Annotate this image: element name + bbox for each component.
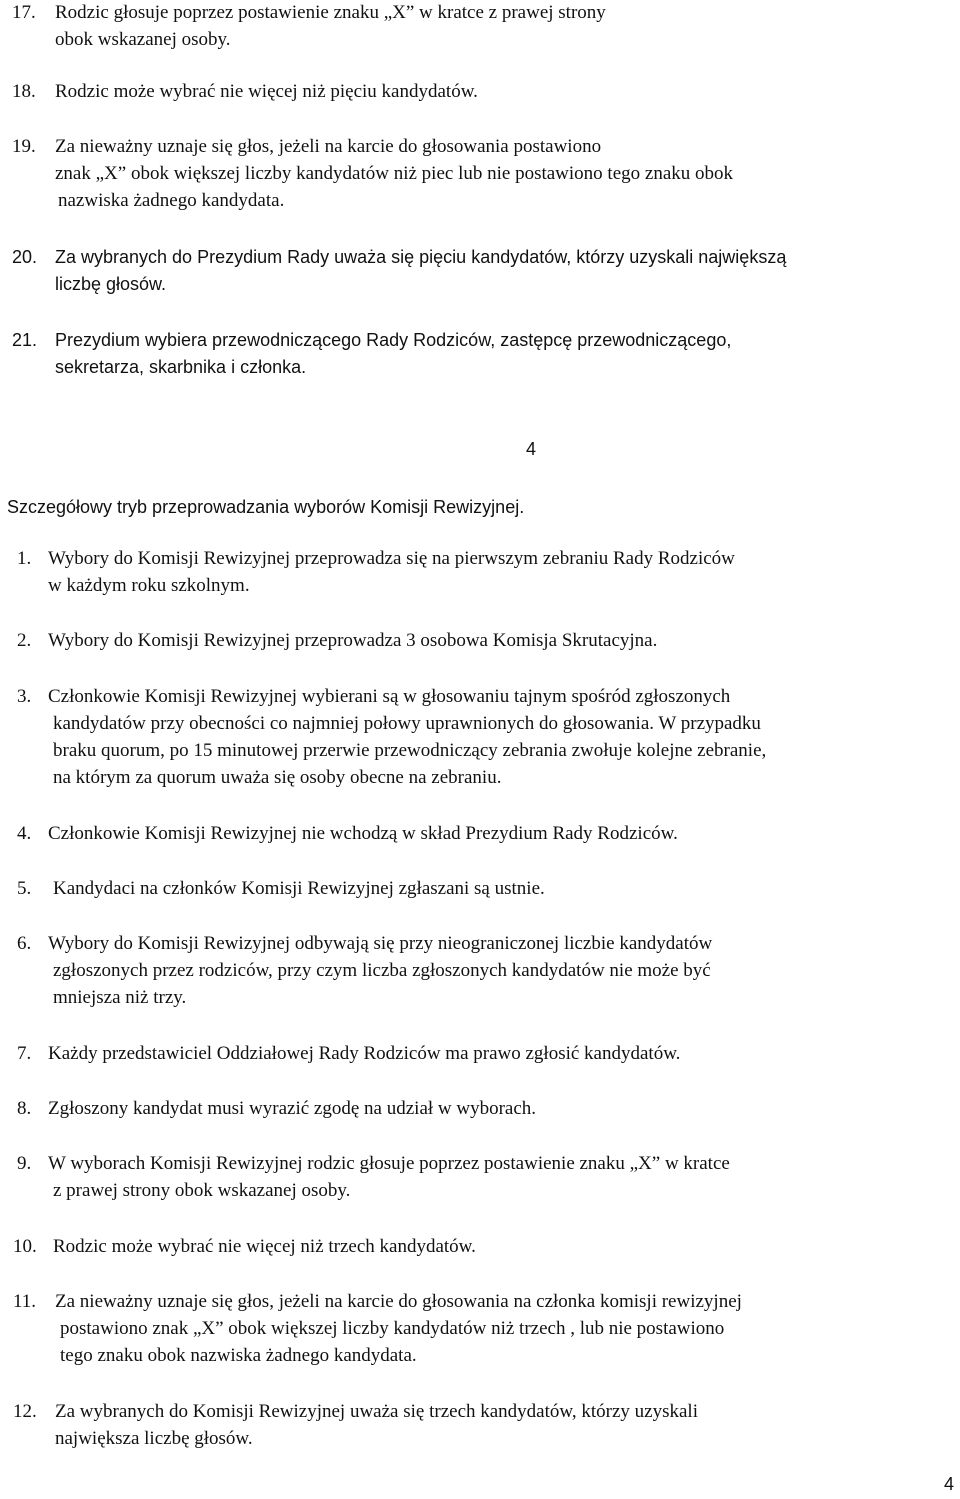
list-item-number: 21.: [12, 330, 38, 350]
list-item-number: 3.: [17, 686, 32, 707]
list-item-text: największa liczbę głosów.: [55, 1428, 253, 1449]
list-item-number: 4.: [17, 823, 32, 844]
list-item-number: 5.: [17, 878, 32, 899]
list-item-number: 8.: [17, 1098, 32, 1119]
list-item-text: mniejsza niż trzy.: [53, 987, 187, 1008]
list-item-text: W wyborach Komisji Rewizyjnej rodzic głosuje poprzez postawienie znaku „X” w kratce: [48, 1153, 730, 1174]
list-item-text: Wybory do Komisji Rewizyjnej przeprowadza się na pierwszym zebraniu Rady Rodziców: [48, 548, 735, 569]
list-item-text: Każdy przedstawiciel Oddziałowej Rady Rodziców ma prawo zgłosić kandydatów.: [48, 1043, 681, 1064]
list-item-text: Rodzic może wybrać nie więcej niż pięciu kandydatów.: [55, 81, 478, 102]
list-item-text: nazwiska żadnego kandydata.: [58, 190, 285, 211]
list-item-text: liczbę głosów.: [55, 274, 167, 294]
list-item-text: obok wskazanej osoby.: [55, 29, 231, 50]
list-item-number: 2.: [17, 630, 32, 651]
list-item-text: Rodzic może wybrać nie więcej niż trzech kandydatów.: [53, 1236, 476, 1257]
list-item-number: 6.: [17, 933, 32, 954]
list-item-text: na którym za quorum uważa się osoby obecne na zebraniu.: [53, 767, 502, 788]
section-heading: Szczegółowy tryb przeprowadzania wyborów Komisji Rewizyjnej.: [7, 497, 525, 517]
list-item-text: zgłoszonych przez rodziców, przy czym liczba zgłoszonych kandydatów nie może być: [53, 960, 711, 981]
list-item-number: 7.: [17, 1043, 32, 1064]
list-item: [12, 0, 36, 26]
list-item-number: 1.: [17, 548, 32, 569]
list-item-number: 20.: [12, 247, 38, 267]
list-item-number: 18.: [12, 81, 36, 102]
list-item-text: Zgłoszony kandydat musi wyrazić zgodę na udział w wyborach.: [48, 1098, 537, 1119]
page-number: 4: [944, 1474, 955, 1494]
list-item-text: sekretarza, skarbnika i członka.: [55, 357, 307, 377]
list-item-text: Członkowie Komisji Rewizyjnej wybierani są w głosowaniu tajnym spośród zgłoszonych: [48, 686, 731, 707]
list-item-text: postawiono znak „X” obok większej liczby kandydatów niż trzech , lub nie postawiono: [60, 1318, 725, 1339]
list-item-text: Kandydaci na członków Komisji Rewizyjnej zgłaszani są ustnie.: [53, 878, 545, 899]
list-item-text: znak „X” obok większej liczby kandydatów niż piec lub nie postawiono tego znaku obok: [55, 163, 733, 184]
list-item-number: 17.: [12, 2, 36, 23]
section-marker: 4: [526, 439, 537, 459]
list-item-text: Za wybranych do Prezydium Rady uważa się pięciu kandydatów, którzy uzyskali największą: [55, 247, 787, 267]
list-item-number: 19.: [12, 136, 36, 157]
list-item-text: Za nieważny uznaje się głos, jeżeli na karcie do głosowania postawiono: [55, 136, 602, 157]
list-item-text: Za wybranych do Komisji Rewizyjnej uważa się trzech kandydatów, którzy uzyskali: [55, 1401, 698, 1422]
list-item-number: 9.: [17, 1153, 32, 1174]
list-item-text: kandydatów przy obecności co najmniej połowy uprawnionych do głosowania. W przypadku: [53, 713, 761, 734]
list-item-text: tego znaku obok nazwiska żadnego kandydata.: [60, 1345, 417, 1366]
list-item-text: z prawej strony obok wskazanej osoby.: [53, 1180, 351, 1201]
list-item-text: w każdym roku szkolnym.: [48, 575, 250, 596]
list-item-text: Za nieważny uznaje się głos, jeżeli na karcie do głosowania na członka komisji rewizyjnej: [55, 1291, 742, 1312]
list-item-text: Prezydium wybiera przewodniczącego Rady Rodziców, zastępcę przewodniczącego,: [55, 330, 732, 350]
list-item-text: Wybory do Komisji Rewizyjnej odbywają się przy nieograniczonej liczbie kandydatów: [48, 933, 713, 954]
list-item-number: 11.: [13, 1291, 37, 1312]
list-item-text: braku quorum, po 15 minutowej przerwie przewodniczący zebrania zwołuje kolejne zebranie,: [53, 740, 767, 761]
list-item-number: 12.: [13, 1401, 37, 1422]
list-item-text: Rodzic głosuje poprzez postawienie znaku „X” w kratce z prawej strony: [55, 2, 606, 23]
list-item-text: Członkowie Komisji Rewizyjnej nie wchodzą w skład Prezydium Rady Rodziców.: [48, 823, 678, 844]
list-item-text: Wybory do Komisji Rewizyjnej przeprowadza 3 osobowa Komisja Skrutacyjna.: [48, 630, 658, 651]
list-item-number: 10.: [13, 1236, 37, 1257]
